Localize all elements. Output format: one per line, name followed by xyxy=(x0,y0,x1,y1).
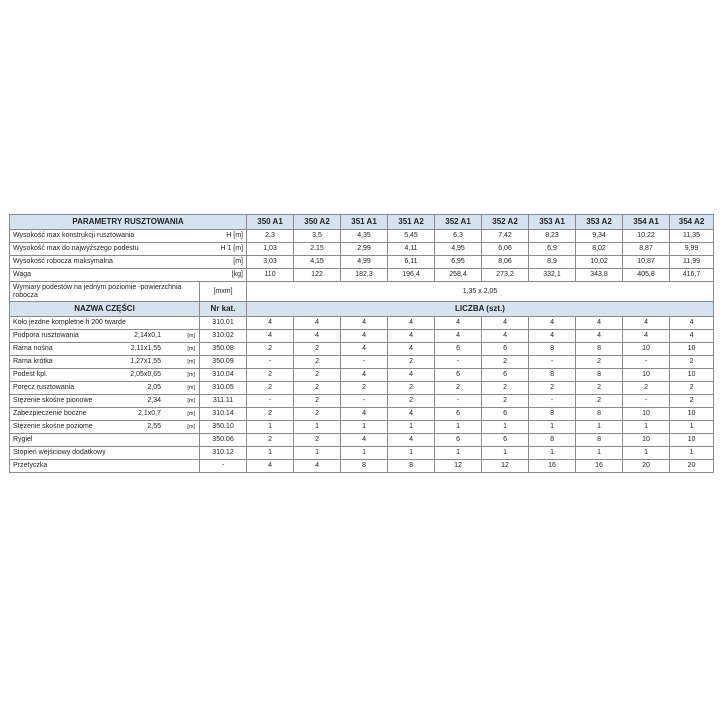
platform-dims-row xyxy=(10,282,714,302)
part-count: 8 xyxy=(576,343,623,356)
part-name: Przetyczka xyxy=(13,462,48,469)
part-count: 2 xyxy=(576,382,623,395)
part-catalog-number: 310.01 xyxy=(200,317,247,330)
part-catalog-number: 350.08 xyxy=(200,343,247,356)
part-count: 10 xyxy=(623,408,670,421)
part-name-cell xyxy=(10,434,200,447)
part-count: 1 xyxy=(294,421,341,434)
param-unit: [kg] xyxy=(231,271,244,278)
part-count: 2 xyxy=(294,395,341,408)
part-count: 2 xyxy=(247,408,294,421)
part-unit: [m] xyxy=(187,359,195,365)
part-count: 2 xyxy=(623,382,670,395)
part-name: Podest kpl. xyxy=(13,371,48,378)
param-name: Wysokość max do najwyższego podestu xyxy=(13,245,139,252)
model-header-350-a2: 350 A2 xyxy=(294,215,341,230)
part-catalog-number: 350.09 xyxy=(200,356,247,369)
part-count: - xyxy=(341,356,388,369)
param-value: 343,8 xyxy=(576,269,623,282)
part-count: 4 xyxy=(341,330,388,343)
part-catalog-number: 311.11 xyxy=(200,395,247,408)
part-count: 4 xyxy=(388,369,435,382)
part-count: 2 xyxy=(576,395,623,408)
part-count: 1 xyxy=(341,421,388,434)
part-count: 12 xyxy=(482,460,529,473)
part-count: 2 xyxy=(388,356,435,369)
part-name-cell xyxy=(10,395,200,408)
part-count: 2 xyxy=(482,395,529,408)
part-count: 10 xyxy=(670,369,714,382)
param-value: 6,9 xyxy=(529,243,576,256)
part-count: 4 xyxy=(341,408,388,421)
part-count: 1 xyxy=(670,421,714,434)
part-catalog-number: 310.12 xyxy=(200,447,247,460)
part-name-cell xyxy=(10,382,200,395)
part-count: 20 xyxy=(670,460,714,473)
param-value: 10,22 xyxy=(623,230,670,243)
part-count: 2 xyxy=(294,369,341,382)
part-name: Poręcz rusztowania xyxy=(13,384,75,391)
part-count: 8 xyxy=(576,434,623,447)
part-name: Podpora rusztowania xyxy=(13,332,79,339)
part-unit: [m] xyxy=(187,424,195,430)
param-value: 332,1 xyxy=(529,269,576,282)
part-count: 2 xyxy=(247,369,294,382)
param-value: 4,95 xyxy=(435,243,482,256)
part-count: 1 xyxy=(623,421,670,434)
part-count: 12 xyxy=(435,460,482,473)
part-name-cell xyxy=(10,356,200,369)
part-count: 4 xyxy=(247,317,294,330)
param-value: 4,35 xyxy=(341,230,388,243)
part-count: 4 xyxy=(388,434,435,447)
params-header-cell: PARAMETRY RUSZTOWANIA xyxy=(10,215,247,230)
part-name-cell xyxy=(10,408,200,421)
part-count: 4 xyxy=(388,317,435,330)
part-row xyxy=(10,395,714,408)
param-value: 182,3 xyxy=(341,269,388,282)
part-row xyxy=(10,447,714,460)
part-count: 4 xyxy=(576,330,623,343)
part-count: 2 xyxy=(576,356,623,369)
part-count: 4 xyxy=(341,343,388,356)
part-dimension: 2,05 xyxy=(147,384,161,391)
model-header-354-a2: 354 A2 xyxy=(670,215,714,230)
part-count: 4 xyxy=(670,330,714,343)
part-count: 10 xyxy=(623,343,670,356)
param-value: 8,87 xyxy=(623,243,670,256)
part-count: 1 xyxy=(529,447,576,460)
param-name-cell xyxy=(10,269,247,282)
part-count: 4 xyxy=(482,330,529,343)
part-count: 2 xyxy=(294,356,341,369)
part-catalog-number: - xyxy=(200,460,247,473)
part-dimension: 2,14x0,1 xyxy=(134,332,161,339)
part-count: 2 xyxy=(670,382,714,395)
param-value: 9,99 xyxy=(670,243,714,256)
part-count: - xyxy=(341,395,388,408)
model-header-352-a1: 352 A1 xyxy=(435,215,482,230)
param-name-cell xyxy=(10,230,247,243)
part-name-cell xyxy=(10,460,200,473)
part-row xyxy=(10,317,714,330)
part-count: 10 xyxy=(623,434,670,447)
part-count: 2 xyxy=(294,408,341,421)
part-count: - xyxy=(435,356,482,369)
part-count: 8 xyxy=(341,460,388,473)
part-row xyxy=(10,421,714,434)
param-value: 6,06 xyxy=(482,243,529,256)
parts-header-row xyxy=(10,302,714,317)
part-count: 8 xyxy=(529,408,576,421)
part-catalog-number: 350.10 xyxy=(200,421,247,434)
param-name-cell xyxy=(10,243,247,256)
parts-count-header: LICZBA (szt.) xyxy=(247,302,714,317)
part-count: 4 xyxy=(294,317,341,330)
part-count: 10 xyxy=(670,408,714,421)
part-count: 8 xyxy=(529,369,576,382)
part-count: 1 xyxy=(623,447,670,460)
part-count: 4 xyxy=(294,460,341,473)
model-header-352-a2: 352 A2 xyxy=(482,215,529,230)
part-count: 2 xyxy=(294,382,341,395)
param-value: 122 xyxy=(294,269,341,282)
part-count: 10 xyxy=(670,343,714,356)
model-header-351-a2: 351 A2 xyxy=(388,215,435,230)
param-value: 416,7 xyxy=(670,269,714,282)
param-row xyxy=(10,230,714,243)
part-dimension: 1,27x1,55 xyxy=(130,358,161,365)
part-count: 4 xyxy=(576,317,623,330)
param-value: 110 xyxy=(247,269,294,282)
param-value: 196,4 xyxy=(388,269,435,282)
param-value: 4,99 xyxy=(341,256,388,269)
part-catalog-number: 310.14 xyxy=(200,408,247,421)
part-row xyxy=(10,330,714,343)
param-value: 273,2 xyxy=(482,269,529,282)
param-value: 4,15 xyxy=(294,256,341,269)
part-count: 4 xyxy=(247,330,294,343)
part-dimension: 2,05x0,65 xyxy=(130,371,161,378)
part-count: 16 xyxy=(529,460,576,473)
model-header-350-a1: 350 A1 xyxy=(247,215,294,230)
part-count: 1 xyxy=(388,447,435,460)
part-unit: [m] xyxy=(187,346,195,352)
part-count: 4 xyxy=(388,330,435,343)
part-count: 1 xyxy=(482,447,529,460)
part-count: 4 xyxy=(435,317,482,330)
param-row xyxy=(10,243,714,256)
model-header-354-a1: 354 A1 xyxy=(623,215,670,230)
part-count: 6 xyxy=(435,434,482,447)
model-header-353-a2: 353 A2 xyxy=(576,215,623,230)
param-value: 258,4 xyxy=(435,269,482,282)
part-count: 4 xyxy=(341,317,388,330)
part-unit: [m] xyxy=(187,411,195,417)
part-count: 2 xyxy=(482,356,529,369)
part-count: 4 xyxy=(529,317,576,330)
part-count: 10 xyxy=(670,434,714,447)
param-value: 9,34 xyxy=(576,230,623,243)
param-value: 1,03 xyxy=(247,243,294,256)
part-dimension: 2,55 xyxy=(147,423,161,430)
param-unit: H 1 [m] xyxy=(220,245,244,252)
part-catalog-number: 310.05 xyxy=(200,382,247,395)
part-count: 2 xyxy=(482,382,529,395)
part-count: 2 xyxy=(435,382,482,395)
parts-catalog-header: Nr kat. xyxy=(200,302,247,317)
param-value: 4,11 xyxy=(388,243,435,256)
part-count: 4 xyxy=(388,408,435,421)
part-count: 8 xyxy=(529,343,576,356)
part-count: 1 xyxy=(670,447,714,460)
part-count: 1 xyxy=(294,447,341,460)
part-name-cell xyxy=(10,447,200,460)
part-count: 2 xyxy=(294,434,341,447)
part-count: 1 xyxy=(247,421,294,434)
part-row xyxy=(10,382,714,395)
part-count: 6 xyxy=(435,343,482,356)
part-count: 1 xyxy=(482,421,529,434)
part-unit: [m] xyxy=(187,398,195,404)
part-count: 2 xyxy=(388,382,435,395)
part-name-cell xyxy=(10,369,200,382)
param-value: 11,99 xyxy=(670,256,714,269)
part-count: 8 xyxy=(529,434,576,447)
part-unit: [m] xyxy=(187,372,195,378)
scaffold-spec-table xyxy=(9,214,714,473)
param-value: 5,45 xyxy=(388,230,435,243)
param-value: 6,95 xyxy=(435,256,482,269)
part-count: 2 xyxy=(247,434,294,447)
part-count: - xyxy=(623,395,670,408)
part-count: 16 xyxy=(576,460,623,473)
part-name-cell xyxy=(10,317,200,330)
part-count: 4 xyxy=(341,434,388,447)
part-catalog-number: 310.04 xyxy=(200,369,247,382)
param-value: 3,5 xyxy=(294,230,341,243)
part-count: 4 xyxy=(294,330,341,343)
part-count: 1 xyxy=(576,447,623,460)
param-unit: [m] xyxy=(233,258,244,265)
part-row xyxy=(10,408,714,421)
part-count: 4 xyxy=(670,317,714,330)
param-value: 7,42 xyxy=(482,230,529,243)
part-name-cell xyxy=(10,343,200,356)
part-dimension: 2,34 xyxy=(147,397,161,404)
part-row xyxy=(10,356,714,369)
param-name: Waga xyxy=(13,271,32,278)
part-count: - xyxy=(247,356,294,369)
part-count: 6 xyxy=(482,343,529,356)
part-name: Rama krótka xyxy=(13,358,53,365)
param-row xyxy=(10,269,714,282)
param-value: 6,3 xyxy=(435,230,482,243)
params-header-row xyxy=(10,215,714,230)
param-value: 3,03 xyxy=(247,256,294,269)
platform-dims-unit: [mxm] xyxy=(200,282,247,302)
part-count: 1 xyxy=(435,421,482,434)
param-value: 6,11 xyxy=(388,256,435,269)
part-name: Rygiel xyxy=(13,436,33,443)
part-count: 1 xyxy=(388,421,435,434)
part-catalog-number: 350.06 xyxy=(200,434,247,447)
part-unit: [m] xyxy=(187,333,195,339)
part-count: 2 xyxy=(529,382,576,395)
part-count: 8 xyxy=(576,408,623,421)
part-dimension: 2,11x1,55 xyxy=(130,345,161,352)
part-count: 1 xyxy=(341,447,388,460)
part-count: 8 xyxy=(576,369,623,382)
part-count: - xyxy=(623,356,670,369)
part-count: 2 xyxy=(341,382,388,395)
part-count: 6 xyxy=(435,408,482,421)
param-unit: H [m] xyxy=(226,232,244,239)
part-row xyxy=(10,369,714,382)
parts-name-header: NAZWA CZĘŚCI xyxy=(10,302,200,317)
param-value: 8,02 xyxy=(576,243,623,256)
param-value: 8,23 xyxy=(529,230,576,243)
part-name: Koło jezdne kompletne fi 200 twarde xyxy=(13,319,126,326)
part-count: 1 xyxy=(247,447,294,460)
part-count: 20 xyxy=(623,460,670,473)
part-name: Rama nośna xyxy=(13,345,53,352)
part-row xyxy=(10,434,714,447)
part-count: - xyxy=(529,395,576,408)
part-count: 4 xyxy=(341,369,388,382)
part-count: 2 xyxy=(247,343,294,356)
param-value: 8,06 xyxy=(482,256,529,269)
part-name: Zabezpieczenie boczne xyxy=(13,410,87,417)
scaffold-spec-table-container xyxy=(9,214,712,473)
model-header-353-a1: 353 A1 xyxy=(529,215,576,230)
part-count: 6 xyxy=(482,434,529,447)
part-count: 4 xyxy=(388,343,435,356)
part-name-cell xyxy=(10,330,200,343)
part-name: Stopień wejściowy dodatkowy xyxy=(13,449,106,456)
part-count: 4 xyxy=(435,330,482,343)
part-count: 1 xyxy=(529,421,576,434)
part-count: 2 xyxy=(670,395,714,408)
param-value: 8,9 xyxy=(529,256,576,269)
part-catalog-number: 310.02 xyxy=(200,330,247,343)
param-value: 2,15 xyxy=(294,243,341,256)
part-count: 6 xyxy=(482,369,529,382)
param-value: 10,87 xyxy=(623,256,670,269)
part-count: 2 xyxy=(670,356,714,369)
part-count: 6 xyxy=(435,369,482,382)
param-name-cell xyxy=(10,256,247,269)
part-count: - xyxy=(529,356,576,369)
part-count: 4 xyxy=(623,317,670,330)
platform-dims-name: Wymiary podestów na jednym poziomie -powierzchnia robocza xyxy=(10,282,200,302)
part-name-cell xyxy=(10,421,200,434)
part-row xyxy=(10,343,714,356)
part-row xyxy=(10,460,714,473)
part-count: 2 xyxy=(294,343,341,356)
part-unit: [m] xyxy=(187,385,195,391)
part-count: 1 xyxy=(435,447,482,460)
part-count: 2 xyxy=(388,395,435,408)
part-count: 1 xyxy=(576,421,623,434)
part-count: 2 xyxy=(247,382,294,395)
part-count: 4 xyxy=(623,330,670,343)
model-header-351-a1: 351 A1 xyxy=(341,215,388,230)
part-name: Stężenie skośne poziome xyxy=(13,423,93,430)
param-row xyxy=(10,256,714,269)
param-name: Wysokość robocza maksymalna xyxy=(13,258,113,265)
part-name: Stężenie skośne pionowe xyxy=(13,397,93,404)
param-name: Wysokość max konstrukcji rusztowania xyxy=(13,232,135,239)
platform-dims-value: 1,35 x 2,05 xyxy=(247,282,714,302)
param-value: 405,8 xyxy=(623,269,670,282)
part-count: 4 xyxy=(247,460,294,473)
table-body xyxy=(10,215,714,473)
param-value: 10,02 xyxy=(576,256,623,269)
param-value: 2,99 xyxy=(341,243,388,256)
part-count: 10 xyxy=(623,369,670,382)
part-count: 8 xyxy=(388,460,435,473)
part-count: 6 xyxy=(482,408,529,421)
part-count: 4 xyxy=(482,317,529,330)
part-count: - xyxy=(435,395,482,408)
part-count: - xyxy=(247,395,294,408)
part-dimension: 2,1x0,7 xyxy=(138,410,161,417)
part-count: 4 xyxy=(529,330,576,343)
param-value: 11,35 xyxy=(670,230,714,243)
param-value: 2,3 xyxy=(247,230,294,243)
